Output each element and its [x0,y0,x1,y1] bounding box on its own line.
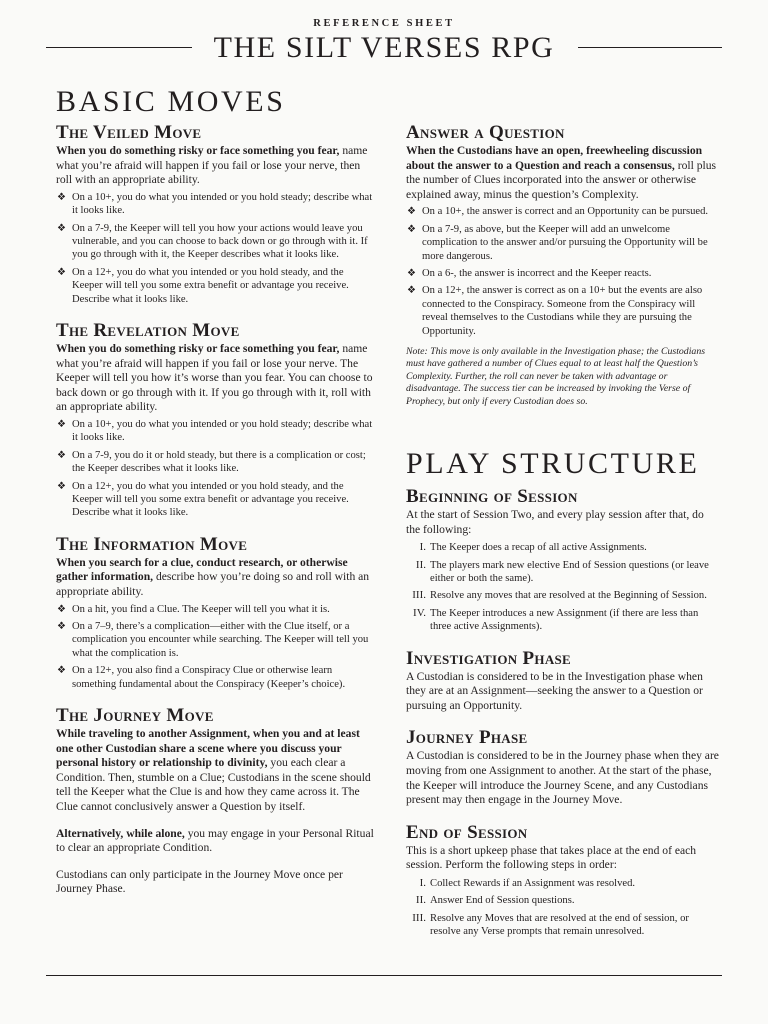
veiled-move-text [56,144,374,188]
investigation-phase-title: Investigation Phase [406,647,572,669]
list-item [406,607,720,634]
end-of-session-title: End of Session [406,821,528,843]
diamond-bullet-icon: ❖ [407,285,416,297]
diamond-bullet-icon: ❖ [57,621,66,633]
step-text: The players mark new elective End of Session questions (or leave either or both the same). [430,559,709,585]
revelation-move-title: The Revelation Move [56,320,240,342]
beginning-of-session-intro: At the start of Session Two, and every play session after that, do the following: [406,508,704,536]
diamond-bullet-icon: ❖ [407,206,416,218]
step-number: II. [415,894,426,907]
step-text: Answer End of Session questions. [430,895,575,907]
list-item [56,620,374,660]
page-title: THE SILT VERSES RPG [213,31,555,64]
investigation-phase-body: A Custodian is considered to be in the Investigation phase when they are at an Assignment—seeking the answer to a Question or pursuing an Opportunity. [406,669,703,712]
veiled-move-title: The Veiled Move [56,122,202,143]
title-rule-left [46,47,192,48]
step-number: I. [419,877,426,890]
diamond-bullet-icon: ❖ [57,480,66,492]
end-of-session-steps [406,877,720,939]
journey-move-trigger: While traveling to another Assignment, when you and at least one other Custodian share a scene where you discuss your personal history or relationship to divinity, [56,727,360,770]
basic-moves-heading: BASIC MOVES [56,85,286,118]
outcome-text: On a 10+, the answer is correct and an Opportunity can be pursued. [422,206,709,218]
step-text: The Keeper does a recap of all active Assignments. [430,542,647,554]
outcome-text: On a 12+, you do what you intended or you hold steady, and the Keeper will tell you some extra benefit or advantage you receive. Describe what it looks like. [72,266,349,305]
revelation-move-trigger: When you do something risky or face something you fear, [56,342,340,356]
list-item [406,541,720,554]
journey-phase-body: A Custodian is considered to be in the Journey phase when they are moving from one Assignment to another. At the start of the phase, the Keeper will introduce the Journey Scene, and any Custodians present may then engage in the Journey Move. [406,749,719,807]
journey-move-alt-body: you may engage in your Personal Ritual to clear an appropriate Condition. [56,826,374,855]
list-item [406,912,720,939]
list-item [56,418,374,445]
beginning-of-session [406,486,720,634]
information-move-outcomes [56,603,374,691]
information-move-title: The Information Move [56,533,248,555]
outcome-text: On a 7–9, there’s a complication—either with the Clue itself, or a complication you encounter while searching. The Keeper will tell you what the complication is. [72,621,369,659]
list-item [406,267,720,280]
play-structure-heading: PLAY STRUCTURE [406,447,700,481]
diamond-bullet-icon: ❖ [407,223,416,235]
step-text: Resolve any Moves that are resolved at the end of session, or resolve any Verse prompts that remain unresolved. [430,912,689,938]
diamond-bullet-icon: ❖ [57,266,66,278]
page-header [0,18,768,66]
step-text: The Keeper introduces a new Assignment (if there are less than three active Assignments). [430,607,699,633]
list-item [56,191,374,218]
answer-question-body: roll plus the number of Clues incorporated into the answer or otherwise explained away, minus the question’s Complexity. [406,158,717,201]
list-item [406,559,720,586]
outcome-text: On a hit, you find a Clue. The Keeper will tell you what it is. [72,603,330,615]
diamond-bullet-icon: ❖ [57,191,66,203]
journey-move-closing: Custodians can only participate in the Journey Move once per Journey Phase. [56,867,343,896]
outcome-text: On a 7-9, as above, but the Keeper will add an unwelcome complication to the answer and/or pursuing the Opportunity will be more dangerous. [422,223,708,262]
journey-move-alternative [56,827,374,856]
reference-sheet-kicker: REFERENCE SHEET [313,18,455,29]
outcome-text: On a 7-9, the Keeper will tell you how your actions would leave you vulnerable, and you can choose to back down or go through with it. If you go through with it, the Keeper describes what it looks like. [72,222,368,261]
information-move-trigger: When you search for a clue, conduct research, or otherwise gather information, [56,555,348,584]
list-item [406,894,720,907]
diamond-bullet-icon: ❖ [57,222,66,234]
diamond-bullet-icon: ❖ [57,449,66,461]
step-number: III. [412,589,426,602]
revelation-move-text [56,342,374,415]
step-number: II. [415,558,426,571]
outcome-text: On a 6-, the answer is incorrect and the Keeper reacts. [422,268,652,279]
list-item [56,266,374,306]
end-of-session [406,822,720,939]
information-move-text [56,556,374,600]
list-item [406,589,720,602]
journey-phase [406,727,720,807]
journey-move-body: you each clear a Condition. Then, stumble on a Clue; Custodians in the scene should tell the Keeper what the Clue is and how they came across it. The Clue cannot conclusively answer a Question by itself. [56,756,371,814]
footer-rule [46,975,722,976]
step-number: III. [412,911,426,924]
title-rule-right [578,47,722,48]
information-move-body: describe how you’re doing so and roll with an appropriate ability. [56,570,370,599]
revelation-move [56,320,374,520]
diamond-bullet-icon: ❖ [57,419,66,430]
answer-question-trigger: When the Custodians have an open, freewheeling discussion about the answer to a Question and reach a consensus, [406,144,703,172]
list-item [56,664,374,691]
journey-move-alt-trigger: Alternatively, while alone, [56,826,185,840]
answer-question-text [406,144,720,202]
end-of-session-intro: This is a short upkeep phase that takes place at the end of each session. Perform the following steps in order: [406,843,697,872]
investigation-phase [406,648,720,714]
list-item [406,223,720,263]
left-column [56,84,374,897]
diamond-bullet-icon: ❖ [407,268,416,279]
list-item [406,205,720,218]
step-number: I. [419,541,426,554]
list-item [56,480,374,520]
information-move [56,534,374,691]
right-column [406,122,720,943]
list-item [56,449,374,476]
answer-question-title: Answer a Question [406,122,565,143]
answer-a-question [406,122,720,408]
list-item [56,222,374,262]
outcome-text: On a 12+, you also find a Conspiracy Clue or otherwise learn something fundamental about the Conspiracy (Keeper’s choice). [72,665,346,690]
outcome-text: On a 7-9, you do it or hold steady, but there is a complication or cost; the Keeper describes what it looks like. [72,449,366,475]
outcome-text: On a 12+, the answer is correct as on a 10+ but the events are also connected to the Conspiracy. Someone from the Conspiracy will reveal themselves to the Custodians while they are pursuing the Opportunity. [422,285,703,337]
diamond-bullet-icon: ❖ [57,603,66,615]
revelation-move-body: name what you’re afraid will happen if you fail or lose your nerve. The Keeper will tell you how it’s worse than you fear. You can choose to back down or go through with it. If you go through with it, roll with an appropriate ability. [56,342,373,414]
list-item [56,603,374,616]
list-item [406,284,720,338]
journey-move [56,705,374,897]
journey-phase-title: Journey Phase [406,727,528,749]
veiled-move [56,122,374,306]
list-item [406,877,720,890]
diamond-bullet-icon: ❖ [57,665,66,677]
veiled-move-outcomes [56,191,374,306]
journey-move-title: The Journey Move [56,705,214,727]
title-row [0,30,768,66]
outcome-text: On a 10+, you do what you intended or you hold steady; describe what it looks like. [72,419,373,444]
step-text: Resolve any moves that are resolved at the Beginning of Session. [430,590,707,602]
step-number: IV. [413,606,426,619]
answer-question-note: Note: This move is only available in the Investigation phase; the Custodians must have gathered a number of Clues equal to at least half the Question’s Complexity. Further, the roll can never be taken with advantage or disadvantage. The success tier can be increased by invoking the Verse of Prophecy, but only if every Custodian does so. [406,346,706,407]
veiled-move-body: name what you’re afraid will happen if you fail or lose your nerve, then roll with an appropriate ability. [56,144,368,187]
beginning-of-session-title: Beginning of Session [406,486,578,508]
answer-question-outcomes [406,205,720,338]
beginning-of-session-steps [406,541,720,633]
outcome-text: On a 10+, you do what you intended or you hold steady; describe what it looks like. [72,191,373,217]
step-text: Collect Rewards if an Assignment was resolved. [430,878,636,890]
revelation-move-outcomes [56,418,374,520]
outcome-text: On a 12+, you do what you intended or you hold steady, and the Keeper will tell you some extra benefit or advantage you receive. Describe what it looks like. [72,480,349,519]
journey-move-text [56,727,374,815]
veiled-move-trigger: When you do something risky or face something you fear, [56,144,340,157]
